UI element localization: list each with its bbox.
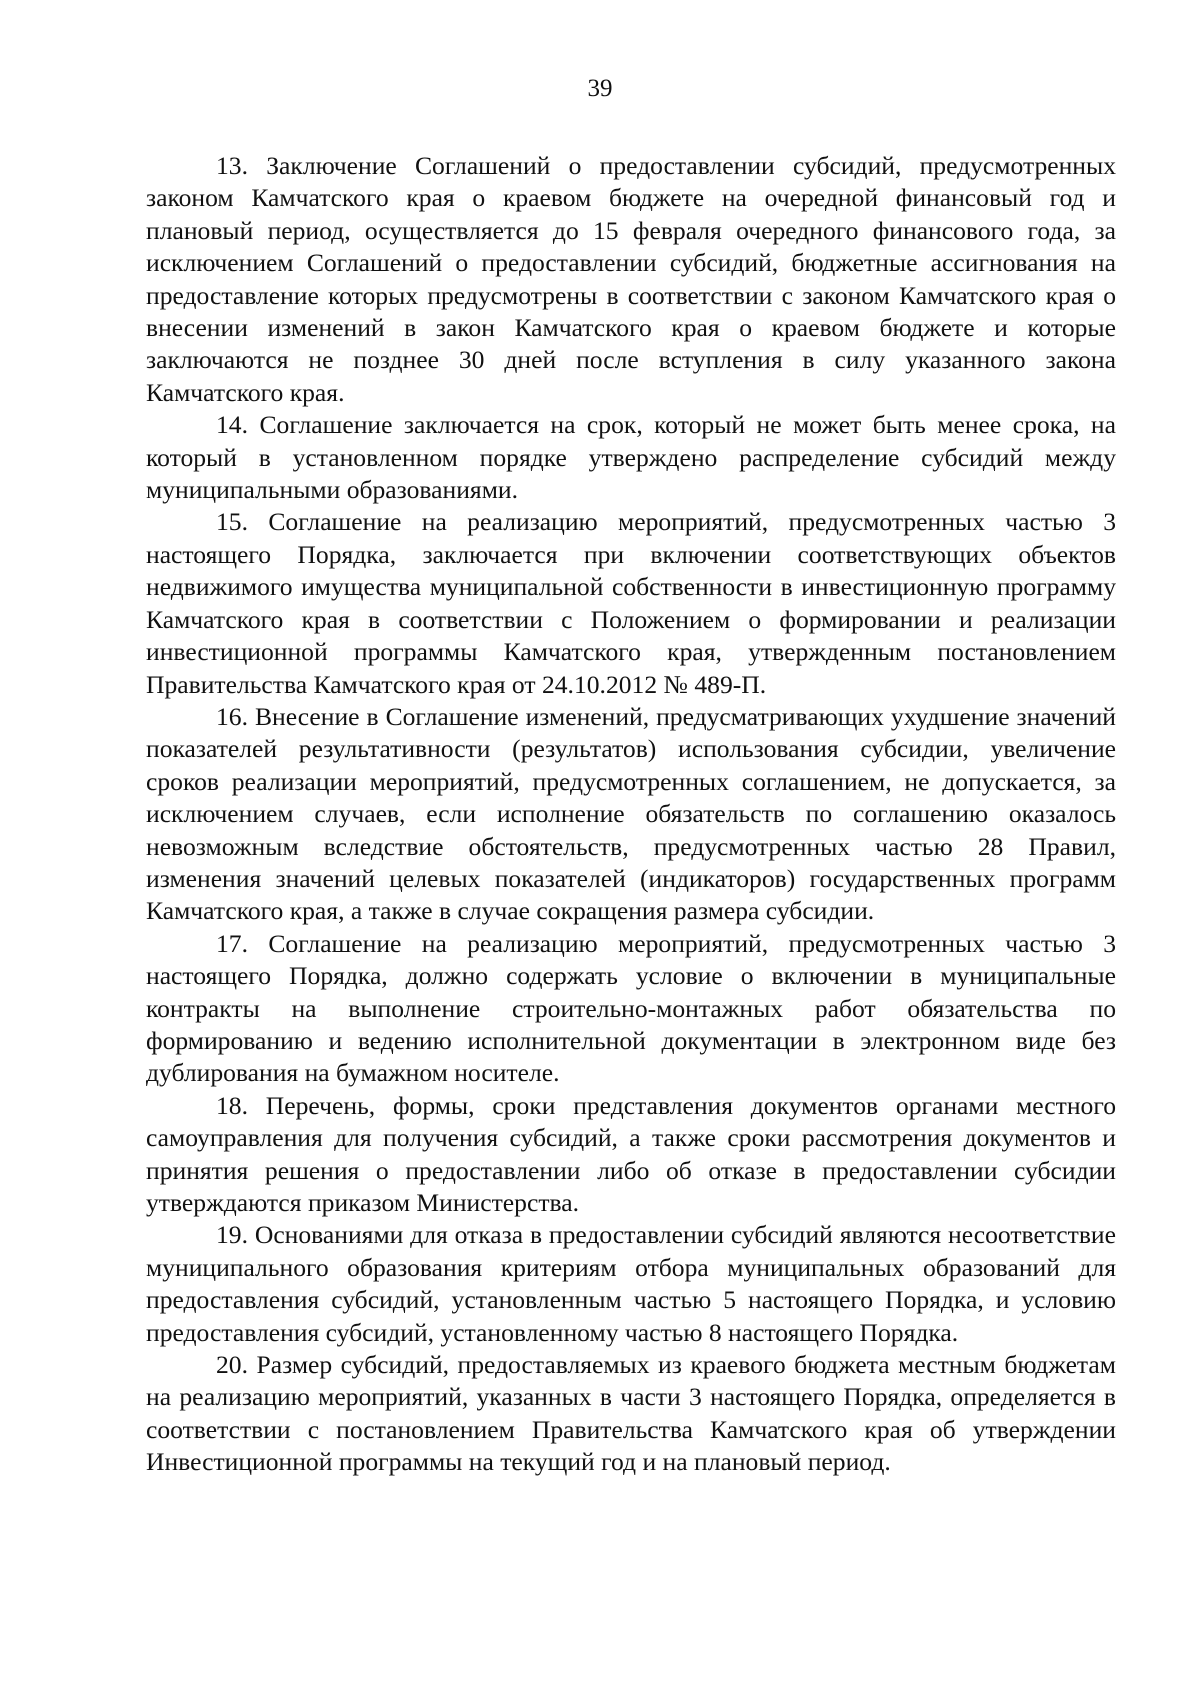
page-number: 39 <box>587 75 613 102</box>
paragraph-16: 16. Внесение в Соглашение изменений, предусматривающих ухудшение значений показателей результативности (результатов) использования субсидии, увеличение сроков реализации мероприятий, предусмотренных соглашением, не допускается, за исключением случаев, если исполнение обязательств по соглашению оказалось невозможным вследствие обстоятельств, предусмотренных частью 28 Правил, изменения значений целевых показателей (индикаторов) государственных программ Камчатского края, а также в случае сокращения размера субсидии. <box>146 701 1116 926</box>
document-body <box>146 150 1116 1479</box>
paragraph-20: 20. Размер субсидий, предоставляемых из краевого бюджета местным бюджетам на реализацию мероприятий, указанных в части 3 настоящего Порядка, определяется в соответствии с постановлением Правительства Камчатского края об утверждении Инвестиционной программы на текущий год и на плановый период. <box>146 1350 1116 1477</box>
paragraph-15: 15. Соглашение на реализацию мероприятий, предусмотренных частью 3 настоящего Порядка, заключается при включении соответствующих объектов недвижимого имущества муниципальной собственности в инвестиционную программу Камчатского края в соответствии с Положением о формировании и реализации инвестиционной программы Камчатского края, утвержденным постановлением Правительства Камчатского края от 24.10.2012 № 489-П. <box>146 507 1116 699</box>
paragraph-18: 18. Перечень, формы, сроки представления документов органами местного самоуправления для получения субсидий, а также сроки рассмотрения документов и принятия решения о предоставлении либо об отказе в предоставлении субсидии утверждаются приказом Министерства. <box>146 1090 1116 1217</box>
paragraph-19: 19. Основаниями для отказа в предоставлении субсидий являются несоответствие муниципального образования критериям отбора муниципальных образований для предоставления субсидий, установленным частью 5 настоящего Порядка, и условию предоставления субсидий, установленному частью 8 настоящего Порядка. <box>146 1220 1116 1347</box>
paragraph-17: 17. Соглашение на реализацию мероприятий, предусмотренных частью 3 настоящего Порядка, должно содержать условие о включении в муниципальные контракты на выполнение строительно-монтажных работ обязательства по формированию и ведению исполнительной документации в электронном виде без дублирования на бумажном носителе. <box>146 928 1116 1088</box>
paragraph-14: 14. Соглашение заключается на срок, который не может быть менее срока, на который в установленном порядке утверждено распределение субсидий между муниципальными образованиями. <box>146 410 1116 505</box>
paragraph-13: 13. Заключение Соглашений о предоставлении субсидий, предусмотренных законом Камчатского края о краевом бюджете на очередной финансовый год и плановый период, осуществляется до 15 февраля очередного финансового года, за исключением Соглашений о предоставлении субсидий, бюджетные ассигнования на предоставление которых предусмотрены в соответствии с законом Камчатского края о внесении изменений в закон Камчатского края о краевом бюджете и которые заключаются не позднее 30 дней после вступления в силу указанного закона Камчатского края. <box>146 151 1116 407</box>
